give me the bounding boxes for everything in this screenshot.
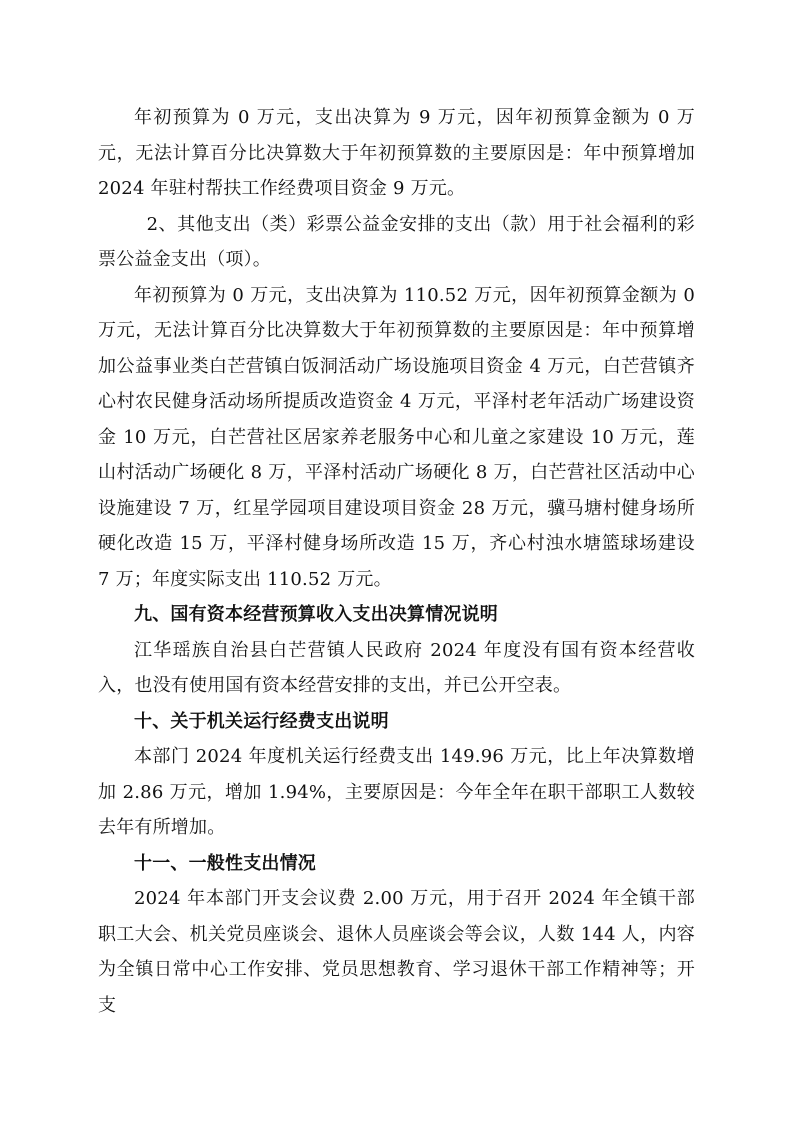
paragraph-poverty-fund-explanation: 年初预算为 0 万元，支出决算为 9 万元，因年初预算金额为 0 万元，无法计算百分比决算数大于年初预算数的主要原因是：年中预算增加 2024 年驻村帮扶工作经费项目资金 9 万元。 xyxy=(98,107,695,199)
section-heading-general-expense: 十一、一般性支出情况 xyxy=(134,852,316,874)
paragraph-operating-expense: 本部门 2024 年度机关运行经费支出 149.96 万元，比上年决算数增加 2.86 万元，增加 1.94%，主要原因是：今年全年在职干部职工人数较去年有所增加。 xyxy=(98,746,695,838)
paragraph-lottery-item-title: 2、其他支出（类）彩票公益金安排的支出（款）用于社会福利的彩票公益金支出（项）。 xyxy=(98,213,695,270)
section-heading-operating-expense: 十、关于机关运行经费支出说明 xyxy=(134,710,389,732)
document-body xyxy=(98,100,695,1023)
paragraph-state-capital: 江华瑶族自治县白芒营镇人民政府 2024 年度没有国有资本经营收入，也没有使用国有资本经营安排的支出，并已公开空表。 xyxy=(98,639,695,696)
paragraph-lottery-fund-explanation: 年初预算为 0 万元，支出决算为 110.52 万元，因年初预算金额为 0 万元，无法计算百分比决算数大于年初预算数的主要原因是：年中预算增加公益事业类白芒营镇白饭洞活动广场设施项目资金 4 万元，白芒营镇齐心村农民健身活动场所提质改造资金 4 万元，平泽村老年活动广场建设资金 10 万元，白芒营社区居家养老服务中心和儿童之家建设 10 万元，莲山村活动广场硬化 8 万，平泽村活动广场硬化 8 万，白芒营社区活动中心设施建设 7 万，红星学园项目建设项目资金 28 万元，骥马塘村健身场所硬化改造 15 万，平泽村健身场所改造 15 万，齐心村浊水塘篮球场建设 7 万；年度实际支出 110.52 万元。 xyxy=(98,284,695,590)
section-heading-state-capital: 九、国有资本经营预算收入支出决算情况说明 xyxy=(134,604,498,625)
paragraph-general-expense: 2024 年本部门开支会议费 2.00 万元，用于召开 2024 年全镇干部职工大会、机关党员座谈会、退休人员座谈会等会议，人数 144 人，内容为全镇日常中心工作安排、党员思想教育、学习退休干部工作精神等；开支 xyxy=(98,888,695,1016)
